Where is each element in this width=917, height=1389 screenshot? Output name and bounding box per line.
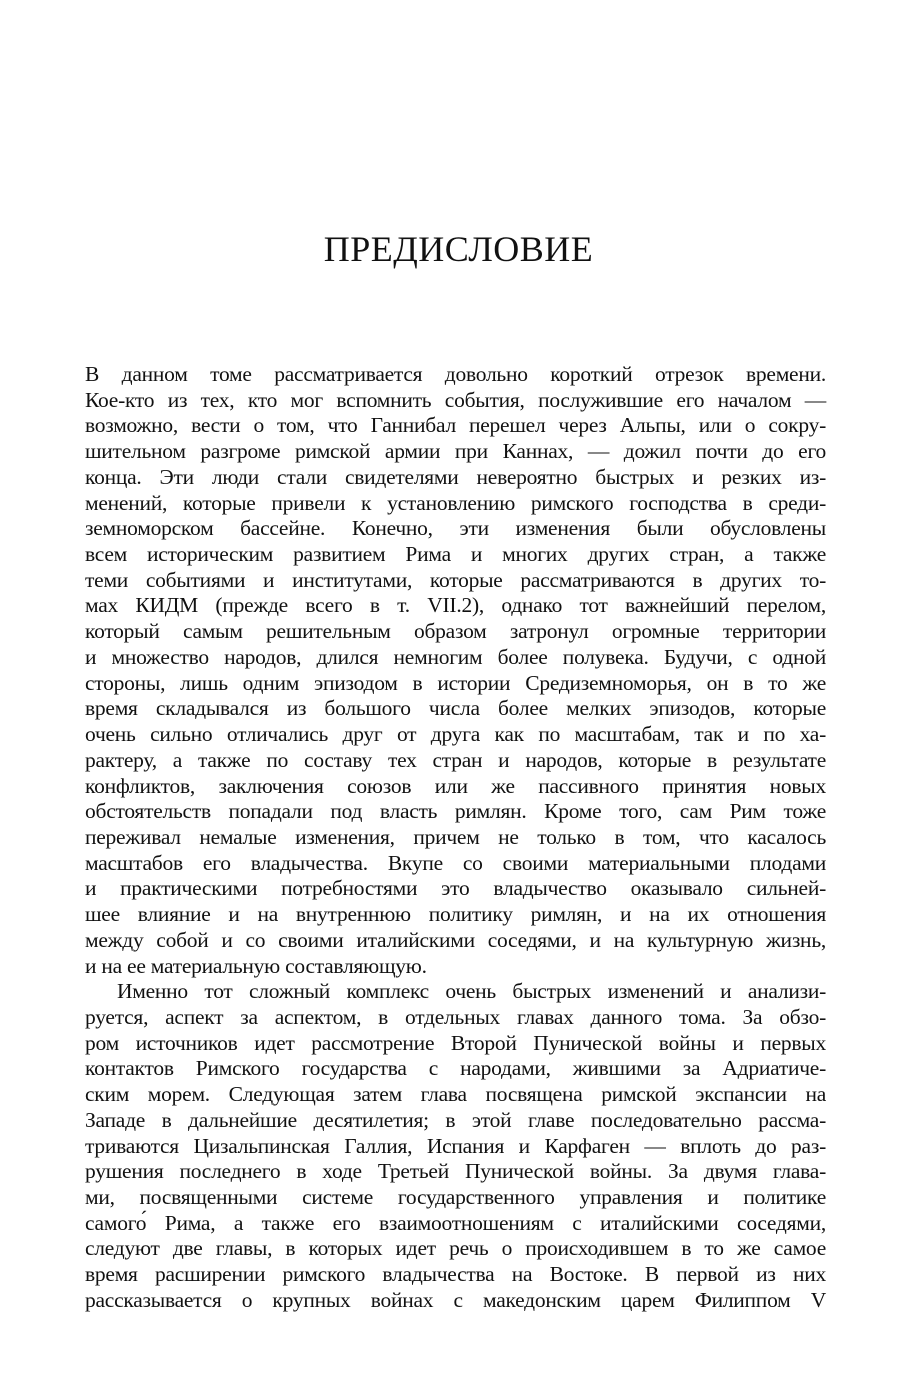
text-line: и практическими потребностями это владычество оказывало сильней- <box>85 876 826 901</box>
text-line: стороны, лишь одним эпизодом в истории Средиземноморья, он в то же <box>85 670 826 695</box>
text-line: ром источников идет рассмотрение Второй Пунической войны и первых <box>85 1030 826 1055</box>
text-line: контактов Римского государства с народами, жившими за Адриатиче- <box>85 1056 826 1081</box>
text-line: время расширении римского владычества на Востоке. В первой из них <box>85 1262 826 1287</box>
body-text <box>85 362 826 1314</box>
text-line: конца. Эти люди стали свидетелями невероятно быстрых и резких из- <box>85 464 826 489</box>
text-line: Кое-кто из тех, кто мог вспомнить события, послужившие его началом — <box>85 387 826 412</box>
text-line: Именно тот сложный комплекс очень быстрых изменений и анализи- <box>117 979 826 1004</box>
text-line: и множество народов, длился немногим более полувека. Будучи, с одной <box>85 644 826 669</box>
page-title: ПРЕДИСЛОВИЕ <box>323 229 594 269</box>
text-line: триваются Цизальпинская Галлия, Испания и Карфаген — вплоть до раз- <box>85 1133 826 1158</box>
text-line: рактеру, а также по составу тех стран и народов, которые в результате <box>85 747 826 772</box>
text-line: Западе в дальнейшие десятилетия; в этой главе последовательно рассма- <box>85 1107 826 1132</box>
text-line: возможно, вести о том, что Ганнибал перешел через Альпы, или о сокру- <box>85 413 826 438</box>
paragraph-2 <box>85 979 826 1313</box>
text-line: земноморском бассейне. Конечно, эти изменения были обусловлены <box>85 516 826 541</box>
text-line: который самым решительным образом затронул огромные территории <box>85 619 826 644</box>
text-line: конфликтов, заключения союзов или же пассивного принятия новых <box>85 773 826 798</box>
text-line: переживал немалые изменения, причем не только в том, что касалось <box>85 824 826 849</box>
text-line: самого́ Рима, а также его взаимоотношениям с италийскими соседями, <box>85 1210 826 1235</box>
text-line: всем историческим развитием Рима и многих других стран, а также <box>85 542 826 567</box>
text-line: обстоятельств попадали под власть римлян. Кроме того, сам Рим тоже <box>85 799 826 824</box>
text-line: рушения последнего в ходе Третьей Пунической войны. За двумя глава- <box>85 1159 826 1184</box>
text-line: В данном томе рассматривается довольно короткий отрезок времени. <box>85 362 826 386</box>
text-line: мах КИДМ (прежде всего в т. VII.2), однако тот важнейший перелом, <box>85 593 826 618</box>
text-line: между собой и со своими италийскими соседями, и на культурную жизнь, <box>85 927 826 952</box>
text-line: ми, посвященными системе государственного управления и политике <box>85 1185 826 1209</box>
text-line: ским морем. Следующая затем глава посвящена римской экспансии на <box>85 1082 826 1107</box>
text-line: и на ее материальную составляющую. <box>85 953 427 978</box>
text-line: шее влияние и на внутреннюю политику римлян, и на их отношения <box>85 902 826 927</box>
text-line: время складывался из большого числа более мелких эпизодов, которые <box>85 696 826 721</box>
text-line: следуют две главы, в которых идет речь о происходившем в то же самое <box>85 1236 826 1261</box>
text-line: теми событиями и институтами, которые рассматриваются в других то- <box>85 567 826 592</box>
text-line: менений, которые привели к установлению римского господства в среди- <box>85 490 826 515</box>
paragraph-1 <box>85 362 826 979</box>
text-line: масштабов его владычества. Вкупе со своими материальными плодами <box>85 850 826 875</box>
text-line: руется, аспект за аспектом, в отдельных главах данного тома. За обзо- <box>85 1004 826 1029</box>
text-line: очень сильно отличались друг от друга как по масштабам, так и по ха- <box>85 722 826 747</box>
text-line: шительном разгроме римской армии при Каннах, — дожил почти до его <box>85 439 826 464</box>
text-line: рассказывается о крупных войнах с македонским царем Филиппом V <box>85 1287 826 1312</box>
